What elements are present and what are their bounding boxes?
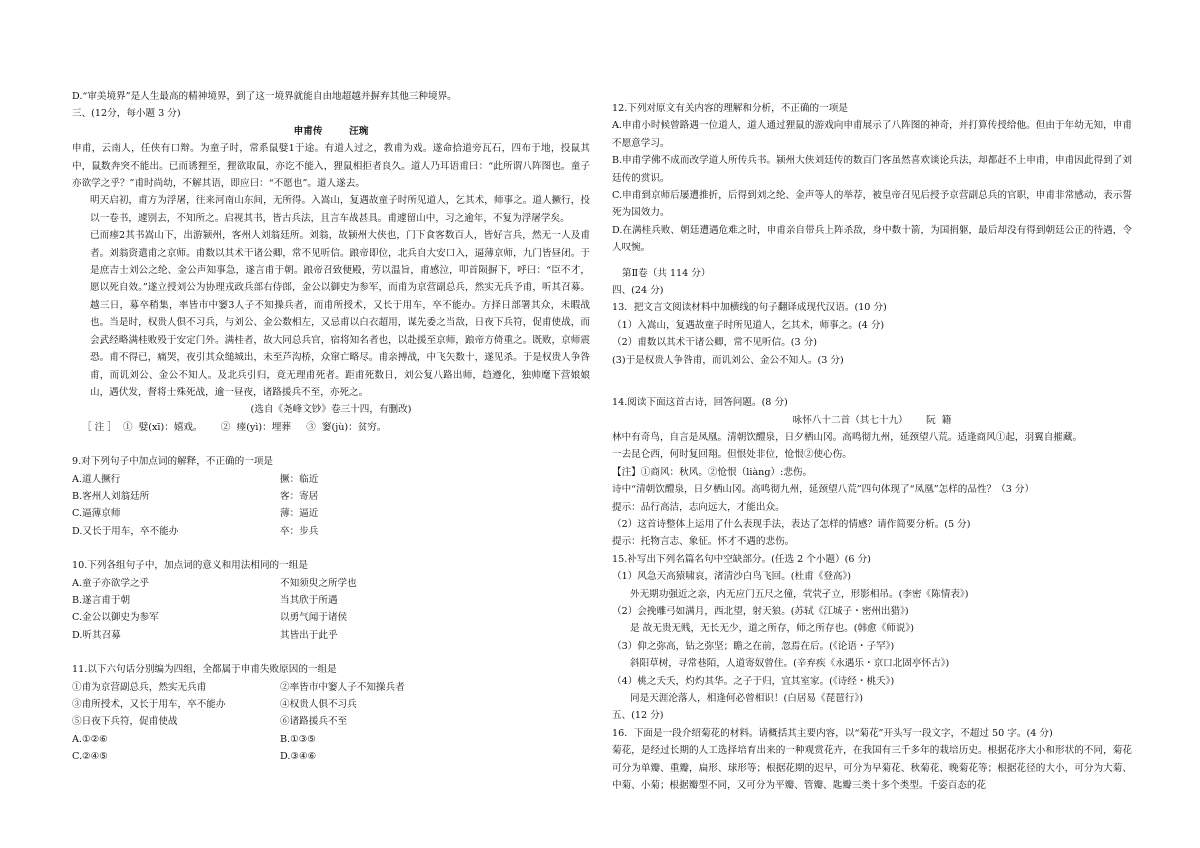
q14-stem: 14.阅读下面这首古诗，回答问题。(8 分) xyxy=(612,397,788,409)
q10-option-right: 当其欣于所遇 xyxy=(280,594,338,606)
q15-item-3b: 斜阳草树，寻常巷陌，人道寄奴曾住。(辛弃疾《永遇乐・京口北固亭怀古》) xyxy=(630,658,950,670)
q13-stem: 13．把文言文阅读材料中加横线的句子翻译成现代汉语。(10 分) xyxy=(612,302,887,314)
q14-hint-1: 提示：品行高洁，志向远大，才能出众。 xyxy=(612,501,785,513)
essay-paragraph-1: 申甫，云南人，任侠有口辩。为童子时，常系鼠嬖1于途。有道人过之，教甫为戏。遂命拾道旁瓦石，四布于地，投鼠其中，鼠数奔突不能出。已而诱狸至，狸欲取鼠，亦讫不能入，狸鼠相拒者良久。道人乃耳语甫曰：“此所谓八阵图也。童子亦欲学之乎？”甫时尚幼，不解其语，即应曰：“不愿也”。道人遂去。 xyxy=(72,143,590,190)
essay-source: (选自《尧峰文钞》卷三十四，有删改) xyxy=(250,404,412,416)
q13-sentence-3: (3)于是权贵人争咎甫，而讥刘公、金公不知人。(3 分) xyxy=(612,354,844,366)
q10-option xyxy=(72,627,590,644)
q11-row xyxy=(72,713,590,730)
q12-stem: 12.下列对原文有关内容的理解和分析，不正确的一项是 xyxy=(612,103,848,114)
q15-stem: 15.补写出下列名篇名句中空缺部分。(任选 2 个小题）(6 分) xyxy=(612,553,871,565)
q9-option-gloss: 撅：临近 xyxy=(280,473,319,485)
q9-option xyxy=(72,505,590,522)
essay-title: 申甫传 汪琬 xyxy=(293,125,369,137)
q12-option-d: D.在满桂兵败、朝廷遭遇危难之时，申甫亲自带兵上阵杀敌，身中数十箭，为国捐躯，最后却没有得到朝廷公正的待遇，令人叹惋。 xyxy=(612,224,1132,254)
q11-answer-row xyxy=(72,731,590,748)
q9-stem: 9.对下列句子中加点词的解释，不正确的一项是 xyxy=(72,456,274,468)
essay-paragraph-2: 明天启初，甫方为浮屠，往来河南山东间，无所得。入嵩山，复遇故童子时所见道人，乞其术，师事之。道人撅行，投以一卷书，遽别去，不知所之。启视其书，皆古兵法，且言车战甚具。甫遽留山中，习之逾年，不复为浮屠学矣。 xyxy=(90,195,590,224)
q13-sentence-1: （1）入嵩山，复遇故童子时所见道人，乞其术，师事之。(4 分) xyxy=(612,319,885,331)
q11-answer-option: A.①②⑥ xyxy=(72,733,108,745)
q11-answer-row xyxy=(72,748,590,765)
q10-options xyxy=(72,575,590,645)
left-column xyxy=(72,88,590,766)
section-four-heading: 四、(24 分) xyxy=(612,285,664,297)
q15-item-2b: 是 故无贵无贱，无长无少，道之所存，师之所存也。(韩愈《师说》) xyxy=(630,623,914,635)
q11-row xyxy=(72,679,590,696)
q14-question-1: 诗中“清朝饮醴泉，日夕栖山冈。高鸣彻九州，延颈望八荒”四句体现了“凤凰”怎样的品性？（3 分） xyxy=(612,484,1035,496)
q9-option-gloss: 薄：逼近 xyxy=(280,508,319,520)
q10-option-left: C.金公以御史为参军 xyxy=(72,612,159,624)
q10-option xyxy=(72,592,590,609)
q16-material: 菊花，是经过长期的人工选择培育出来的一种观赏花卉，在我国有三千多年的栽培历史。根据花序大小和形状的不同，菊花可分为单瓣、重瓣，扁形、球形等；根据花期的迟早，可分为早菊花、秋菊花、晚菊花等；根据花径的大小，可分为大菊、中菊、小菊；根据瓣型不同，又可分为平瓣、管瓣、匙瓣三类十多个类型。千姿百态的花 xyxy=(612,745,1132,792)
q15-item-4: （4）桃之夭夭，灼灼其华。之子于归，宜其室家。(《诗经・桃夭》) xyxy=(612,675,895,687)
q11-row xyxy=(72,696,590,713)
q10-option-right: 其皆出于此乎 xyxy=(280,629,338,641)
poem-line-1: 林中有奇鸟，自言是凤凰。清朝饮醴泉，日夕栖山冈。高鸣彻九州，延颈望八荒。适逢商风①起，羽翼自摧藏。 xyxy=(612,431,1083,443)
q14-hint-2: 提示：托物言志、象征。怀才不遇的悲伤。 xyxy=(612,536,795,548)
q9-option xyxy=(72,488,590,505)
q10-option xyxy=(72,609,590,626)
option-d-line: D.“审美境界”是人生最高的精神境界，到了这一境界就能自由地超越并摒弃其他三种境界。 xyxy=(72,91,457,102)
q11-answer-option: C.②④⑤ xyxy=(72,751,108,763)
q12-option-c: C.申甫到京师后屡遭推折，后得到刘之纶、金声等人的举荐，被皇帝召见后授予京营副总兵的官职，申甫非常感动，表示誓死为国效力。 xyxy=(612,190,1132,219)
q11-item: ③甫所授术，又长于用车，卒不能办 xyxy=(72,699,226,710)
section-three-heading: 三、(12分，每小题 3 分) xyxy=(72,108,181,120)
q15-item-1b: 外无期功强近之亲，内无应门五尺之僮，茕茕孑立，形影相吊。(李密《陈情表》) xyxy=(630,588,969,600)
poem-note: 【注】①商风：秋风。②怆恨（liàng）:悲伤。 xyxy=(612,466,813,478)
q11-item: ⑥诸路援兵不至 xyxy=(280,716,348,728)
q11-answer-option: B.①③⑤ xyxy=(280,733,316,745)
q11-answer-option: D.③④⑥ xyxy=(280,751,317,763)
q9-option-sentence: D.又长于用车，卒不能办 xyxy=(72,525,179,537)
q10-option-left: D.听其召募 xyxy=(72,629,121,641)
q9-option xyxy=(72,523,590,540)
q11-item: ②率皆市中窭人子不知操兵者 xyxy=(280,681,405,693)
q9-option xyxy=(72,471,590,488)
q16-stem: 16．下面是一段介绍菊花的材料。请概括其主要内容，以“菊花”开头写一段文字，不超过 50 字。(4 分) xyxy=(612,727,1053,739)
q11-item: ⑤日夜下兵符，促甫使战 xyxy=(72,716,178,728)
q9-option-gloss: 卒：步兵 xyxy=(280,525,319,537)
essay-paragraph-3: 已而瘗2其书嵩山下，出游颍州，客州人刘翁廷所。刘翁，故颍州大侠也，门下食客数百人，皆好言兵，然无一人及甫者。刘翁资遣甫之京师。甫数以其术干诸公卿，常不见听信。踉帝即位，北兵自大安口入，逼薄京师，九门皆昼闭。于是庶吉士刘公之纶、金公声知事急，遂言甫于朝。踉帝召致便殿，劳以温旨，甫感泣，叩首陨摒下，呼曰：“臣不才，愿以死自效。”遂立授刘公为协理戎政兵部右侍郎，金公以御史为参军，而甫为京营副总兵，然实无兵予甫，听其召募。越三日，募卒稍集，率皆市中窭3人子不知操兵者，而甫所授术，又长于用车，卒不能办。方择日部署其众，未暇战也。当是时，权贵人俱不习兵，与刘公、金公数相左，又忌甫以白衣超用，谋先委之当敌，日夜下兵符，促甫使战，而会武经略满桂败殁于安定门外。满桂者，故大同总兵官，宿将知名者也，以赴援至京师，踉帝方倚重之。既败，京师震恐。甫不得已，痛哭，夜引其众缒城出，未至芦沟桥，众窜亡略尽。甫亲搏战，中飞矢数十，遂见杀。于是权贵人争咎甫，而讥刘公、金公不知人。及北兵引归，竟无理甫死者。距甫死数日，刘公复八路出师，趋遵化，独帅麾下营娘娘山，遇伏发，督将士殊死战，逾一昼夜，诸路援兵不至，亦死之。 xyxy=(90,230,590,398)
section-five-heading: 五、(12 分) xyxy=(612,710,664,722)
q10-option xyxy=(72,575,590,592)
q9-option-sentence: A.道人撅行 xyxy=(72,473,121,485)
q9-option-gloss: 客：寄居 xyxy=(280,490,319,502)
q13-sentence-2: （2）甫数以其术干诸公卿，常不见听信。(3 分) xyxy=(612,337,818,349)
q15-item-4b: 同是天涯沦落人，相逢何必曾相识！(白居易《琵琶行》) xyxy=(630,693,863,704)
q11-item: ①甫为京营副总兵，然实无兵甫 xyxy=(72,681,207,693)
q12-option-b: B.申甫学佛不成而改学道人所传兵书。颍州大侠刘廷传的数百门客虽然喜欢谈论兵法，却都赶不上申甫，申甫因此得到了刘廷传的赏识。 xyxy=(612,155,1132,184)
q15-item-2: （2）会挽雕弓如满月，西北望，射天狼。(苏轼《江城子・密州出猎》) xyxy=(612,605,909,617)
q10-option-left: B.遂言甫于朝 xyxy=(72,594,131,606)
q11-item: ④权贵人俱不习兵 xyxy=(280,699,357,710)
q14-question-2: （2）这首诗整体上运用了什么表现手法，表达了怎样的情感？请作简要分析。(5 分) xyxy=(612,518,971,530)
q10-stem: 10.下列各组句子中，加点词的意义和用法相同的一组是 xyxy=(72,560,308,572)
q15-item-1: （1）风急天高猿啸哀，渚清沙白鸟飞回。(杜甫《登高》) xyxy=(612,571,852,583)
volume-two-heading: 第Ⅱ卷（共 114 分） xyxy=(622,267,711,279)
q11-stem: 11.以下六句话分别编为四组，全都属于申甫失败原因的一组是 xyxy=(72,664,337,676)
q9-option-sentence: B.客州人刘翁廷所 xyxy=(72,490,150,502)
q11-items xyxy=(72,679,590,766)
q10-option-right: 不知须臾之所学也 xyxy=(280,577,357,589)
essay-notes: ［ 注 ］ ① 嬖(xī)：嬉戏。 ② 瘗(yì)：埋葬 ③ 窭(jù)：贫穷。 xyxy=(82,421,387,433)
poem-line-2: 一去昆仑西，何时复回翔。但恨处非位，怆恨②使心伤。 xyxy=(612,449,852,461)
poem-title: 咏怀八十二首（其七十九） 阮 籍 xyxy=(792,414,952,426)
q9-option-sentence: C.逼薄京师 xyxy=(72,508,121,520)
q10-option-left: A.童子亦欲学之乎 xyxy=(72,577,150,589)
q15-item-3: （3）仰之弥高，钻之弥坚；瞻之在前，忽焉在后。(《论语・子罕》) xyxy=(612,640,895,652)
right-column xyxy=(612,100,1132,794)
q12-option-a: A.申甫小时候曾路遇一位道人，道人通过狸鼠的游戏向申甫展示了八阵图的神奇，并打算传授给他。但由于年幼无知，申甫不愿意学习。 xyxy=(612,120,1132,149)
q9-options xyxy=(72,471,590,541)
q10-option-right: 以勇气闻于诸侯 xyxy=(280,612,348,624)
